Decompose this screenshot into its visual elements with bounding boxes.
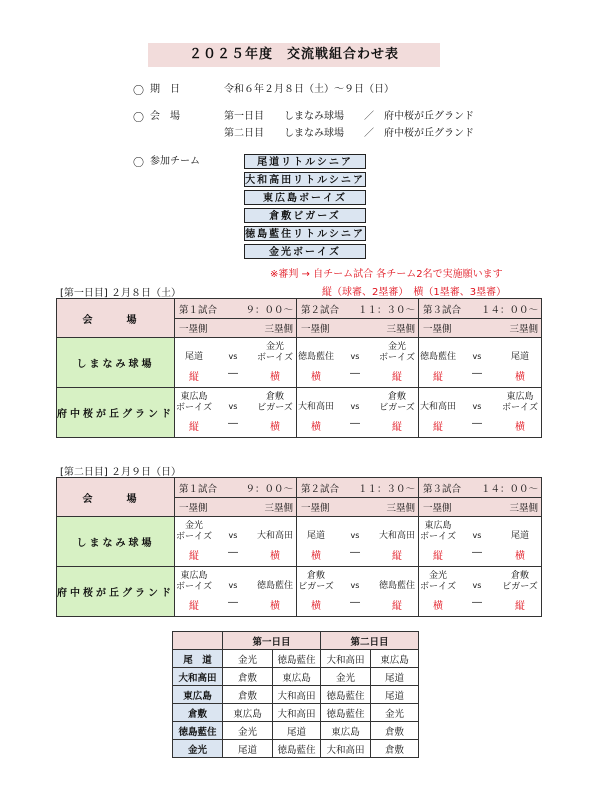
home-team: 東広島 ボーイズ (420, 521, 456, 542)
side-header: 一塁側 三塁側 (419, 319, 542, 338)
separator-dash: ― (472, 547, 482, 558)
versus-label: vs (472, 581, 482, 590)
team-box: 金光ボーイズ (244, 244, 366, 259)
home-team: 大和高田 (297, 402, 334, 412)
side-header: 一塁側 三塁側 (175, 498, 297, 517)
home-team: 東広島 ボーイズ (176, 392, 212, 413)
summary-team: 東広島 (173, 686, 223, 704)
slot-name: 第２試合 (301, 304, 340, 316)
venue-day2: 第二日目 しまなみ球場 ／ 府中桜が丘グランド (224, 128, 474, 139)
date-value: 令和６年２月８日（土）～９日（日） (224, 84, 394, 95)
summary-opponent: 東広島 (371, 650, 419, 668)
match-cell (419, 567, 542, 617)
summary-opponent: 徳島藍住 (273, 650, 321, 668)
teams-label: 参加チーム (150, 156, 200, 167)
umpire-assignment-away: 横 (270, 372, 280, 383)
away-team: 大和高田 (378, 531, 415, 541)
summary-row (173, 740, 419, 758)
summary-opponent: 尾道 (223, 740, 273, 758)
match-cell (175, 338, 297, 388)
umpire-assignment-away: 横 (515, 422, 525, 433)
summary-opponent: 金光 (321, 668, 371, 686)
match-cell (175, 567, 297, 617)
slot-header (297, 478, 419, 498)
venue-day1: 第一日目 しまなみ球場 ／ 府中桜が丘グランド (224, 111, 474, 122)
umpire-assignment-away: 縦 (392, 551, 402, 562)
versus-label: vs (472, 352, 482, 361)
away-team: 金光 ボーイズ (257, 342, 293, 363)
away-team: 徳島藍住 (256, 581, 293, 591)
umpire-assignment-away: 縦 (392, 422, 402, 433)
match-cell (419, 388, 542, 438)
versus-label: vs (350, 581, 360, 590)
umpire-assignment-home: 縦 (189, 372, 199, 383)
slot-time: １１：３０～ (357, 304, 415, 316)
home-team: 徳島藍住 (419, 352, 456, 362)
summary-opponent: 大和高田 (321, 740, 371, 758)
venue-name: しまなみ球場 (57, 517, 175, 567)
slot-time: ９：００～ (245, 304, 293, 316)
summary-team: 尾 道 (173, 650, 223, 668)
venue-name: 府中桜が丘グランド (57, 567, 175, 617)
separator-dash: ― (228, 547, 238, 558)
umpire-assignment-away: 横 (270, 601, 280, 612)
team-box: 尾道リトルシニア (244, 154, 366, 169)
opponent-summary-table (172, 631, 419, 758)
summary-opponent: 金光 (223, 650, 273, 668)
page-title: ２０２５年度 交流戦組合わせ表 (148, 43, 440, 67)
slot-time: １４：００～ (480, 483, 538, 495)
summary-day2-header: 第二日目 (321, 632, 419, 650)
slot-header (175, 299, 297, 319)
summary-opponent: 尾道 (273, 722, 321, 740)
summary-opponent: 大和高田 (273, 704, 321, 722)
umpire-assignment-home: 縦 (189, 422, 199, 433)
umpire-assignment-home: 縦 (189, 601, 199, 612)
team-box: 大和高田リトルシニア (244, 172, 366, 187)
versus-label: vs (350, 402, 360, 411)
home-team: 尾道 (306, 531, 325, 541)
separator-dash: ― (228, 597, 238, 608)
match-cell (297, 388, 419, 438)
side-header: 一塁側 三塁側 (297, 319, 419, 338)
away-team: 尾道 (510, 531, 529, 541)
summary-opponent: 尾道 (371, 686, 419, 704)
umpire-assignment-away: 縦 (392, 601, 402, 612)
slot-header (419, 299, 542, 319)
summary-opponent: 倉敷 (223, 668, 273, 686)
slot-header (297, 299, 419, 319)
home-team: 徳島藍住 (297, 352, 334, 362)
summary-team: 倉敷 (173, 704, 223, 722)
home-team: 倉敷 ビガーズ (298, 571, 334, 592)
umpire-assignment-away: 横 (270, 422, 280, 433)
slot-time: １４：００～ (480, 304, 538, 316)
side-header: 一塁側 三塁側 (297, 498, 419, 517)
umpire-assignment-home: 縦 (433, 551, 443, 562)
bullet-teams: 〇 (133, 156, 144, 169)
side-header: 一塁側 三塁側 (419, 498, 542, 517)
day1-label: [第一日目] ２月８日（土） (60, 288, 181, 299)
summary-opponent: 東広島 (223, 704, 273, 722)
summary-opponent: 尾道 (371, 668, 419, 686)
separator-dash: ― (472, 418, 482, 429)
umpire-notice-detail: 縦（球審、2塁審） 横（1塁審、3塁審） (322, 287, 507, 298)
venue-name: しまなみ球場 (57, 338, 175, 388)
away-team: 尾道 (510, 352, 529, 362)
slot-name: 第１試合 (179, 483, 218, 495)
venue-label: 会 場 (150, 111, 180, 122)
summary-row (173, 686, 419, 704)
date-label: 期 日 (150, 84, 180, 95)
summary-row (173, 722, 419, 740)
separator-dash: ― (350, 597, 360, 608)
umpire-assignment-home: 縦 (433, 372, 443, 383)
umpire-assignment-away: 横 (515, 372, 525, 383)
slot-time: ９：００～ (245, 483, 293, 495)
umpire-assignment-home: 縦 (189, 551, 199, 562)
separator-dash: ― (350, 547, 360, 558)
match-cell (419, 517, 542, 567)
separator-dash: ― (350, 368, 360, 379)
summary-opponent: 徳島藍住 (321, 686, 371, 704)
summary-opponent: 徳島藍住 (321, 704, 371, 722)
venue-header: 会 場 (57, 478, 175, 517)
summary-opponent: 倉敷 (371, 722, 419, 740)
slot-name: 第３試合 (423, 483, 462, 495)
match-cell (175, 517, 297, 567)
umpire-assignment-away: 横 (270, 551, 280, 562)
away-team: 倉敷 ビガーズ (379, 392, 415, 413)
slot-time: １１：３０～ (357, 483, 415, 495)
separator-dash: ― (228, 418, 238, 429)
home-team: 大和高田 (419, 402, 456, 412)
away-team: 東広島 ボーイズ (502, 392, 538, 413)
umpire-assignment-home: 横 (311, 372, 321, 383)
summary-opponent: 東広島 (321, 722, 371, 740)
umpire-assignment-home: 縦 (433, 422, 443, 433)
side-header: 一塁側 三塁側 (175, 319, 297, 338)
team-box: 倉敷ビガーズ (244, 208, 366, 223)
summary-opponent: 大和高田 (321, 650, 371, 668)
bullet-venue: 〇 (133, 111, 144, 124)
summary-team: 徳島藍住 (173, 722, 223, 740)
versus-label: vs (228, 531, 238, 540)
versus-label: vs (228, 352, 238, 361)
day1-schedule-table (56, 298, 542, 438)
summary-row (173, 650, 419, 668)
summary-opponent: 東広島 (273, 668, 321, 686)
summary-opponent: 金光 (371, 704, 419, 722)
umpire-assignment-home: 横 (311, 422, 321, 433)
away-team: 金光 ボーイズ (379, 342, 415, 363)
away-team: 徳島藍住 (378, 581, 415, 591)
away-team: 大和高田 (256, 531, 293, 541)
umpire-assignment-away: 横 (515, 551, 525, 562)
slot-name: 第１試合 (179, 304, 218, 316)
summary-opponent: 大和高田 (273, 686, 321, 704)
versus-label: vs (228, 402, 238, 411)
umpire-notice: ※審判 → 自チーム試合 各チーム2名で実施願います (270, 269, 503, 280)
separator-dash: ― (472, 597, 482, 608)
summary-row (173, 704, 419, 722)
summary-corner (173, 632, 223, 650)
versus-label: vs (472, 402, 482, 411)
separator-dash: ― (228, 368, 238, 379)
umpire-assignment-home: 横 (311, 601, 321, 612)
slot-name: 第２試合 (301, 483, 340, 495)
versus-label: vs (350, 352, 360, 361)
separator-dash: ― (472, 368, 482, 379)
match-cell (419, 338, 542, 388)
venue-name: 府中桜が丘グランド (57, 388, 175, 438)
bullet-date: 〇 (133, 84, 144, 97)
match-cell (175, 388, 297, 438)
slot-header (419, 478, 542, 498)
match-cell (297, 517, 419, 567)
team-box: 東広島ボーイズ (244, 190, 366, 205)
summary-opponent: 金光 (223, 722, 273, 740)
summary-team: 大和高田 (173, 668, 223, 686)
separator-dash: ― (350, 418, 360, 429)
umpire-assignment-away: 縦 (515, 601, 525, 612)
slot-header (175, 478, 297, 498)
away-team: 倉敷 ビガーズ (257, 392, 293, 413)
day2-schedule-table (56, 477, 542, 617)
match-cell (297, 338, 419, 388)
team-box: 徳島藍住リトルシニア (244, 226, 366, 241)
versus-label: vs (350, 531, 360, 540)
umpire-assignment-home: 横 (433, 601, 443, 612)
summary-day1-header: 第一日目 (223, 632, 321, 650)
umpire-assignment-home: 横 (311, 551, 321, 562)
umpire-assignment-away: 縦 (392, 372, 402, 383)
home-team: 金光 ボーイズ (176, 521, 212, 542)
match-cell (297, 567, 419, 617)
home-team: 尾道 (184, 352, 203, 362)
venue-header: 会 場 (57, 299, 175, 338)
versus-label: vs (228, 581, 238, 590)
versus-label: vs (472, 531, 482, 540)
summary-opponent: 倉敷 (223, 686, 273, 704)
summary-opponent: 徳島藍住 (273, 740, 321, 758)
home-team: 金光 ボーイズ (420, 571, 456, 592)
summary-row (173, 668, 419, 686)
away-team: 倉敷 ビガーズ (502, 571, 538, 592)
summary-team: 金光 (173, 740, 223, 758)
slot-name: 第３試合 (423, 304, 462, 316)
summary-opponent: 倉敷 (371, 740, 419, 758)
day2-label: [第二日目] ２月９日（日） (60, 467, 181, 478)
home-team: 東広島 ボーイズ (176, 571, 212, 592)
